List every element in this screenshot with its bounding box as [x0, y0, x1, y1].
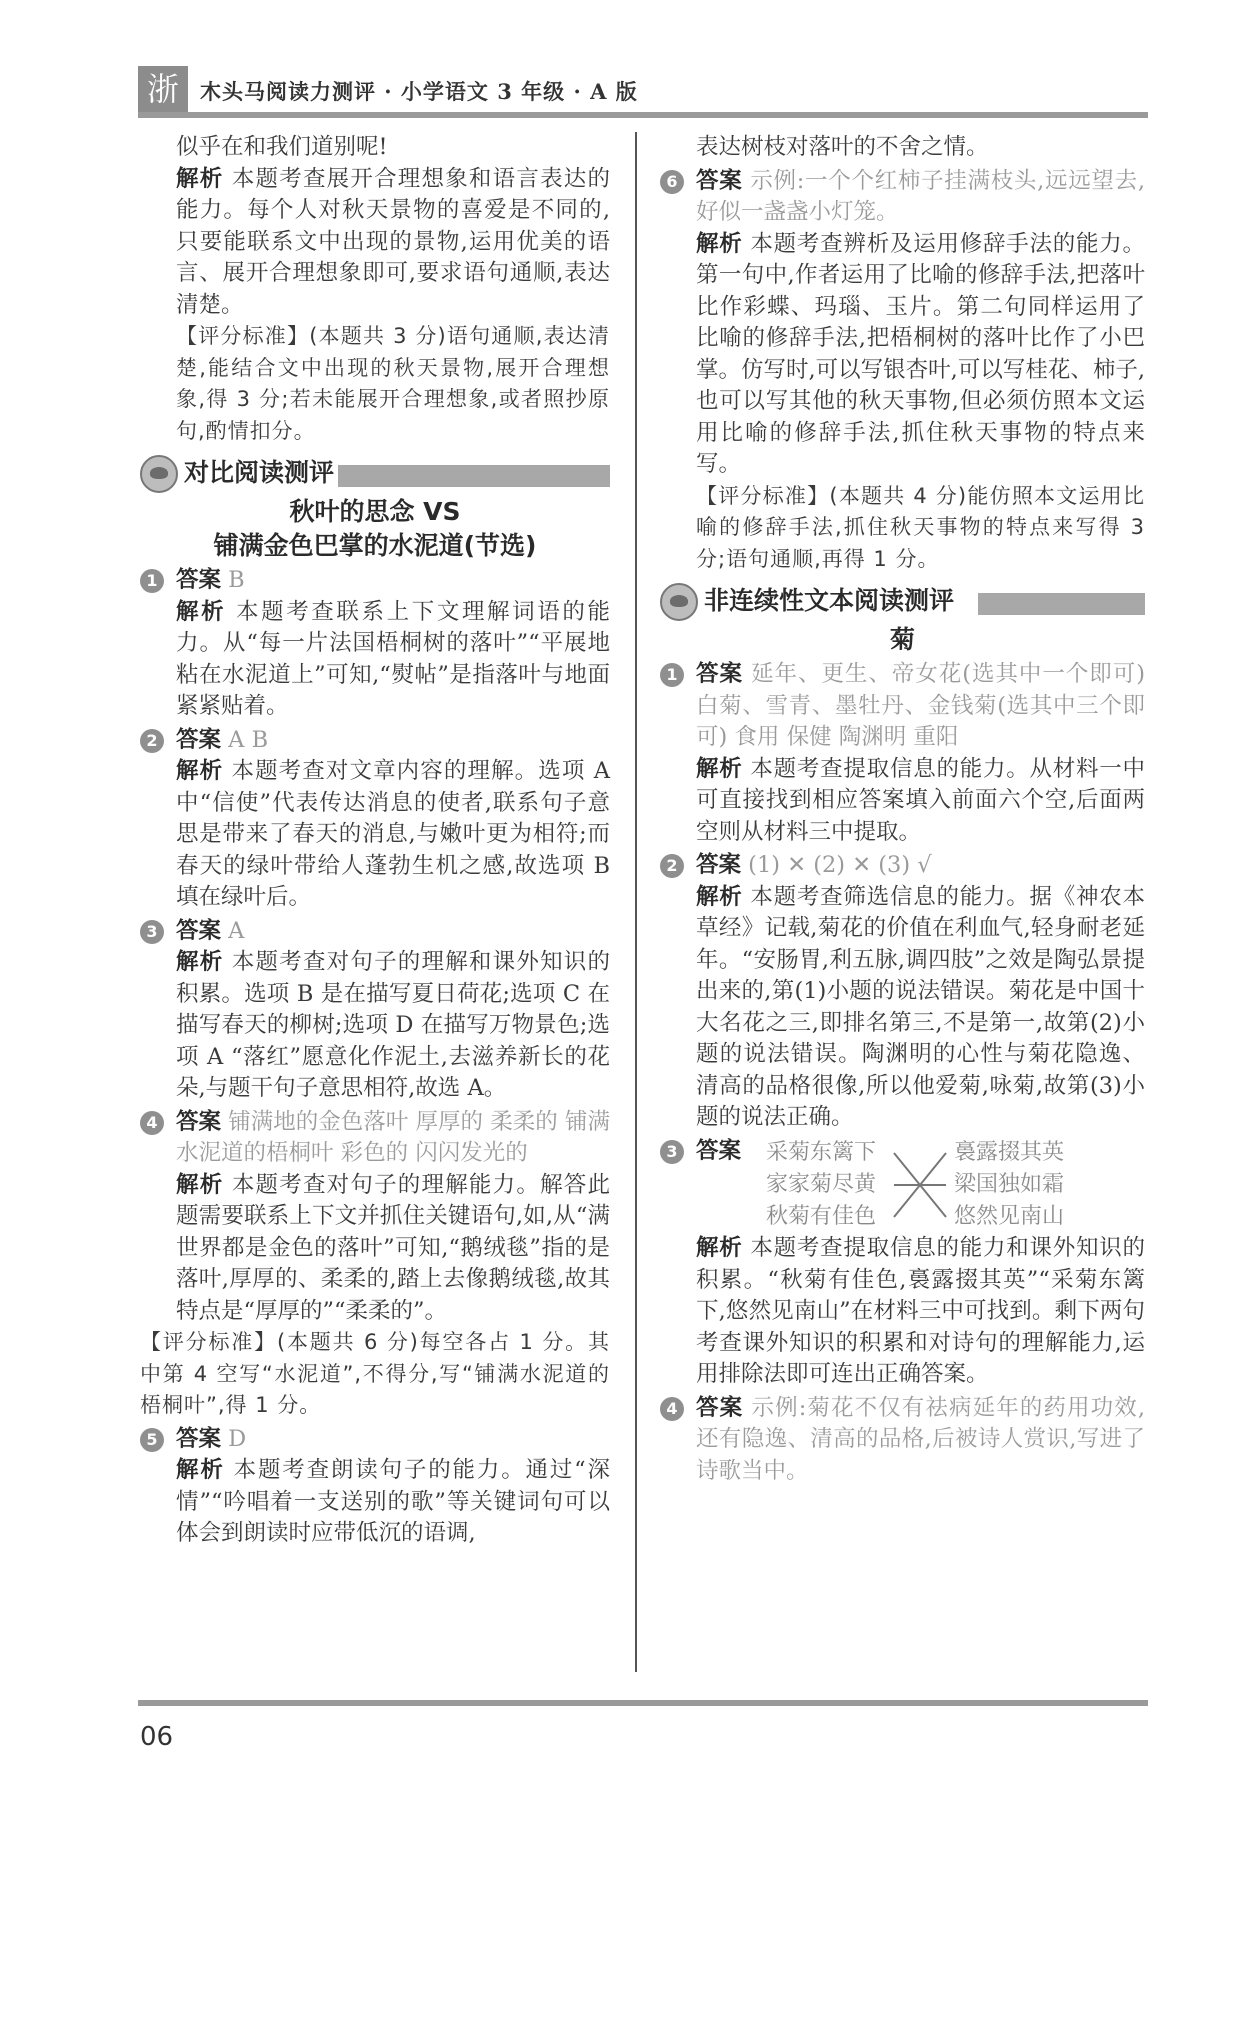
analysis-label: 解析 — [176, 598, 227, 625]
analysis-text: 本题考查筛选信息的能力。据《神农本草经》记载,菊花的价值在利血气,轻身耐老延年。“安肠胃,利五脉,调四肢”之效是陶弘景提出来的,第(1)小题的说法错误。菊花是中国十大名花之三,即排名第三,不是第一,故第(2)小题的说法错误。陶渊明的心性与菊花隐逸、清高的品格很像,所以他爱菊,咏菊,故第(3)小题的说法正确。 — [696, 883, 1145, 1130]
analysis-text: 本题考查展开合理想象和语言表达的能力。每个人对秋天景物的喜爱是不同的,只要能联系文中出现的景物,运用优美的语言、展开合理想象即可,要求语句通顺,表达清楚。 — [176, 165, 610, 318]
analysis-paragraph — [140, 164, 610, 322]
question-2 — [660, 850, 1145, 1134]
question-number: 2 — [140, 729, 164, 753]
question-number: 1 — [140, 569, 164, 593]
answer-text: 铺满地的金色落叶 厚厚的 柔柔的 铺满水泥道的梧桐叶 彩色的 闪闪发光的 — [176, 1108, 610, 1166]
analysis-text: 本题考查对文章内容的理解。选项 A 中“信使”代表传达消息的使者,联系句子意思是带来了春天的消息,与嫩叶更为相符;而春天的绿叶带给人蓬勃生机之感,故选项 B 填在绿叶后。 — [176, 758, 610, 910]
analysis-paragraph — [696, 1233, 1145, 1391]
answer-label: 答案 — [696, 1394, 744, 1421]
right-column — [660, 132, 1145, 1487]
answer-line — [176, 916, 610, 948]
answer-label: 答案 — [696, 661, 743, 687]
analysis-label: 解析 — [176, 165, 224, 192]
answer-line — [696, 166, 1145, 229]
analysis-label: 解析 — [176, 949, 224, 975]
matching-diagram — [766, 1137, 1145, 1233]
match-left-item: 采菊东篱下 — [766, 1140, 877, 1165]
section-header-comparative — [140, 455, 610, 495]
answer-text: (1) ✕ (2) ✕ (3) √ — [748, 852, 932, 878]
scoring-criteria: 【评分标准】(本题共 6 分)每空各占 1 分。其中第 4 空写“水泥道”,不得分,写“铺满水泥道的梧桐叶”,得 1 分。 — [140, 1330, 610, 1417]
question-1 — [140, 565, 610, 723]
answer-line — [696, 1393, 1145, 1488]
match-lines-icon — [890, 1137, 950, 1233]
scoring-criteria: 【评分标准】(本题共 4 分)能仿照本文运用比喻的修辞手法,抓住秋天事物的特点来写得 3 分;语句通顺,再得 1 分。 — [696, 483, 1145, 571]
answer-label: 答案 — [696, 852, 742, 878]
answer-line — [176, 725, 610, 757]
question-5 — [140, 1424, 610, 1550]
reader-mascot-icon — [140, 455, 178, 493]
answer-label: 答案 — [176, 917, 222, 944]
section-title: 非连续性文本阅读测评 — [704, 586, 955, 615]
answer-label: 答案 — [176, 1108, 222, 1135]
analysis-text: 本题考查朗读句子的能力。通过“深情”“吟唱着一支送别的歌”等关键词句可以体会到朗读时应带低沉的语调, — [176, 1457, 610, 1546]
analysis-label: 解析 — [696, 230, 743, 257]
article-title-line-1: 秋叶的思念 VS — [289, 497, 461, 526]
analysis-paragraph — [176, 756, 610, 914]
analysis-paragraph — [696, 882, 1145, 1134]
question-number: 4 — [660, 1397, 684, 1421]
analysis-label: 解析 — [696, 755, 743, 782]
section-bar — [978, 593, 1145, 615]
continued-text: 似乎在和我们道别呢! — [176, 134, 388, 160]
section-header-nonlinear — [660, 583, 1145, 623]
answer-line — [176, 565, 610, 597]
analysis-label: 解析 — [696, 1235, 743, 1261]
answer-line — [696, 850, 1145, 882]
question-4 — [660, 1393, 1145, 1488]
answer-text: 延年、更生、帝女花(选其中一个即可) 白菊、雪青、墨牡丹、金钱菊(选其中三个即可) 食用 保健 陶渊明 重阳 — [696, 661, 1145, 750]
question-6 — [660, 166, 1145, 576]
answer-line — [176, 1107, 610, 1170]
article-title-line-2: 铺满金色巴掌的水泥道(节选) — [213, 531, 537, 560]
analysis-text: 本题考查对句子的理解能力。解答此题需要联系上下文并抓住关键语句,如,从“满世界都是金色的落叶”可知,“鹅绒毯”指的是落叶,厚厚的、柔柔的,踏上去像鹅绒毯,故其特点是“厚厚的”“柔柔的”。 — [176, 1171, 610, 1324]
question-number: 3 — [660, 1140, 684, 1164]
answer-label: 答案 — [176, 567, 222, 593]
question-3 — [660, 1136, 1145, 1391]
question-4 — [140, 1107, 610, 1422]
answer-line — [696, 659, 1145, 754]
match-right-item: 裛露掇其英 — [954, 1140, 1065, 1165]
question-number: 1 — [660, 663, 684, 687]
analysis-paragraph — [176, 1455, 610, 1550]
section-title: 对比阅读测评 — [184, 458, 335, 487]
answer-label: 答案 — [176, 1425, 222, 1452]
section-bar — [338, 465, 610, 487]
answer-text: B — [228, 567, 245, 593]
reader-mascot-icon — [660, 583, 698, 621]
analysis-paragraph — [696, 754, 1145, 849]
analysis-text: 本题考查联系上下文理解词语的能力。从“每一片法国梧桐树的落叶”“平展地粘在水泥道上”可知,“熨帖”是指落叶与地面紧紧贴着。 — [176, 598, 610, 719]
match-right-column — [954, 1137, 1064, 1233]
match-right-item: 悠然见南山 — [954, 1204, 1065, 1229]
analysis-paragraph — [176, 1170, 610, 1328]
question-number: 3 — [140, 920, 164, 944]
match-left-item: 家家菊尽黄 — [766, 1172, 877, 1197]
page-number: 06 — [140, 1722, 174, 1752]
answer-text: 示例:一个个红柿子挂满枝头,远远望去,好似一盏盏小灯笼。 — [696, 167, 1146, 225]
analysis-label: 解析 — [696, 883, 743, 910]
question-3 — [140, 916, 610, 1105]
analysis-label: 解析 — [176, 1457, 225, 1483]
answer-text: A B — [228, 726, 269, 753]
answer-line — [176, 1424, 610, 1456]
continued-text: 表达树枝对落叶的不舍之情。 — [696, 134, 989, 160]
match-right-item: 梁国独如霜 — [954, 1172, 1065, 1197]
answer-text: 示例:菊花不仅有祛病延年的药用功效,还有隐逸、清高的品格,后被诗人赏识,写进了诗歌当中。 — [696, 1394, 1145, 1484]
question-1 — [660, 659, 1145, 848]
analysis-label: 解析 — [176, 1171, 224, 1198]
analysis-paragraph — [176, 947, 610, 1105]
answer-text: A — [228, 917, 245, 944]
answer-label: 答案 — [696, 167, 743, 194]
answer-label: 答案 — [696, 1137, 742, 1164]
question-number: 2 — [660, 854, 684, 878]
analysis-paragraph — [696, 229, 1145, 481]
analysis-text: 本题考查提取信息的能力和课外知识的积累。“秋菊有佳色,裛露掇其英”“采菊东篱下,悠然见南山”在材料三中可找到。剩下两句考查课外知识的积累和对诗句的理解能力,运用排除法即可连出正确答案。 — [696, 1235, 1145, 1387]
province-badge: 浙 — [138, 66, 188, 112]
analysis-paragraph — [176, 597, 610, 723]
book-title: 木头马阅读力测评 · 小学语文 3 年级 · A 版 — [200, 79, 638, 104]
left-column — [140, 132, 610, 1550]
question-number: 6 — [660, 170, 684, 194]
match-left-item: 秋菊有佳色 — [766, 1204, 877, 1229]
question-number: 5 — [140, 1428, 164, 1452]
question-2 — [140, 725, 610, 914]
column-divider — [635, 132, 637, 1672]
match-left-column — [766, 1137, 876, 1233]
analysis-text: 本题考查辨析及运用修辞手法的能力。第一句中,作者运用了比喻的修辞手法,把落叶比作彩蝶、玛瑙、玉片。第二句同样运用了比喻的修辞手法,把梧桐树的落叶比作了小巴掌。仿写时,可以写银杏叶,可以写桂花、柿子,也可以写其他的秋天事物,但必须仿照本文运用比喻的修辞手法,抓住秋天事物的特点来写。 — [696, 230, 1145, 477]
scoring-criteria: 【评分标准】(本题共 3 分)语句通顺,表达清楚,能结合文中出现的秋天景物,展开合理想象,得 3 分;若未能展开合理想象,或者照抄原句,酌情扣分。 — [176, 324, 610, 443]
header-rule — [138, 112, 1148, 118]
analysis-label: 解析 — [176, 758, 224, 784]
page-header — [138, 66, 1148, 112]
analysis-text: 本题考查对句子的理解和课外知识的积累。选项 B 是在描写夏日荷花;选项 C 在描写春天的柳树;选项 D 在描写万物景色;选项 A “落红”愿意化作泥土,去滋养新长的花朵,与题干句子意思相符,故选 A。 — [176, 949, 610, 1101]
article-title: 菊 — [889, 625, 915, 654]
answer-label: 答案 — [176, 726, 222, 753]
footer-rule — [138, 1700, 1148, 1706]
analysis-text: 本题考查提取信息的能力。从材料一中可直接找到相应答案填入前面六个空,后面两空则从材料三中提取。 — [696, 755, 1145, 845]
answer-text: D — [228, 1425, 247, 1452]
question-number: 4 — [140, 1111, 164, 1135]
